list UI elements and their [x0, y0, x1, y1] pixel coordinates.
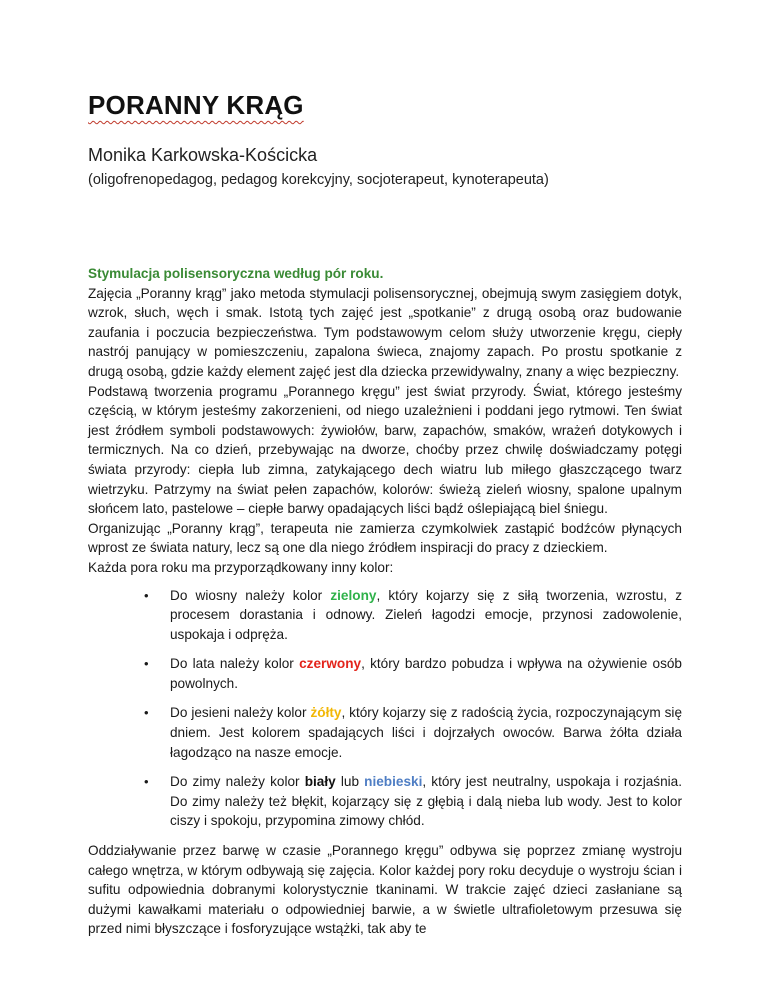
list-item-winter — [88, 772, 682, 831]
paragraph-4: Każda pora roku ma przyporządkowany inny kolor: — [88, 559, 394, 575]
paragraph-1: Zajęcia „Poranny krąg” jako metoda stymulacji polisensorycznej, obejmują swym zasięgiem dotyk, wzrok, słuch, węch i smak. Istotą tych zajęć jest „spotkanie” z drugą osobą oraz budowanie zaufania i poczucia bezpieczeństwa. Tym podstawowym celom służy utworzenie kręgu, ciepły nastrój panujący w pomieszczeniu, zapalona świeca, znajomy zapach. Po prostu spotkanie z drugą osobą, gdzie każdy element zajęć jest dla dziecka przewidywalny, znany a więc bezpieczny. — [88, 285, 682, 379]
bullet-icon: • — [144, 656, 149, 672]
list-item-text: lub — [335, 774, 365, 790]
color-word-red: czerwony — [299, 656, 362, 672]
color-word-white: biały — [304, 774, 336, 790]
list-item-text: , który jest neutralny, uspokaja i rozjaśnia. Do zimy należy też błękit, kojarzący się z głębią i dalą nieba lub wody. Jest to kolor ciszy i spokoju, przypomina zimowy chłód. — [170, 774, 682, 829]
list-item-text: , który kojarzy się z siłą tworzenia, wzrostu, z procesem dorastania i odnowy. Zieleń łagodzi emocje, przynosi zadowolenie, uspokaja i odpręża. — [170, 587, 682, 642]
closing-paragraph: Oddziaływanie przez barwę w czasie „Porannego kręgu” odbywa się poprzez zmianę wystroju całego wnętrza, w którym odbywają się zajęcia. Kolor każdej pory roku decyduje o wystroju ścian i sufitu odpowiednia dobranymi kolorystycznie tkaninami. W trakcie zajęć dzieci zasłaniane są dużymi kawałkami materiału o odpowiedniej barwie, a w świetle ultrafioletowym przesuwa się przed nimi błyszczące i fosforyzujące wstążki, tak aby te — [88, 843, 682, 937]
list-item-autumn — [88, 703, 682, 762]
main-section — [88, 264, 682, 939]
list-item-text: , który kojarzy się z radością życia, rozpoczynającym się dniem. Jest kolorem spadających liści i dojrzałych owoców. Barwa żółta działa łagodząco na nasze emocje. — [170, 705, 683, 760]
section-heading: Stymulacja polisensoryczna według pór roku. — [88, 266, 384, 281]
list-item-summer — [88, 654, 682, 693]
bullet-icon: • — [144, 587, 149, 603]
list-item-spring — [88, 586, 682, 645]
list-item-text: , który bardzo pobudza i wpływa na ożywienie osób powolnych. — [170, 656, 682, 691]
bullet-icon: • — [144, 774, 149, 790]
bullet-icon: • — [144, 705, 149, 721]
list-item-text: Do wiosny należy kolor — [170, 587, 331, 603]
list-item-text: Do lata należy kolor — [170, 656, 300, 672]
list-item-text: Do jesieni należy kolor — [170, 705, 311, 721]
document-title: PORANNY KRĄG — [88, 90, 304, 120]
season-color-list — [88, 586, 682, 832]
color-word-green: zielony — [330, 587, 377, 603]
paragraph-2: Podstawą tworzenia programu „Porannego kręgu” jest świat przyrody. Świat, którego jesteśmy częścią, w którym jesteśmy zakorzenieni, od niego uzależnieni i poddani jego rytmowi. Ten świat jest źródłem symboli podstawowych: żywiołów, barw, zapachów, smaków, wrażeń dotykowych i termicznych. Na co dzień, przebywając na dworze, choćby przez chwilę doświadczamy potęgi świata przyrody: ciepła lub zimna, zatykającego dech wiatru lub miłego głaszczącego twarz wietrzyku. Patrzymy na świat pełen zapachów, kolorów: świeżą zieleń wiosny, spalone upalnym słońcem lato, pastelowe – ciepłe barwy opadających liści bądź oślepiającą biel śniegu. — [88, 383, 682, 517]
paragraph-3: Organizując „Poranny krąg”, terapeuta nie zamierza czymkolwiek zastąpić bodźców płynących wprost ze świata natury, lecz są one dla niego źródłem inspiracji do pracy z dzieckiem. — [88, 520, 682, 556]
author-affiliation: (oligofrenopedagog, pedagog korekcyjny, socjoterapeut, kynoterapeuta) — [88, 172, 549, 188]
list-item-text: Do zimy należy kolor — [170, 774, 305, 790]
author-name: Monika Karkowska-Kościcka — [88, 145, 318, 165]
color-word-yellow: żółty — [310, 705, 342, 721]
color-word-blue: niebieski — [364, 774, 423, 790]
